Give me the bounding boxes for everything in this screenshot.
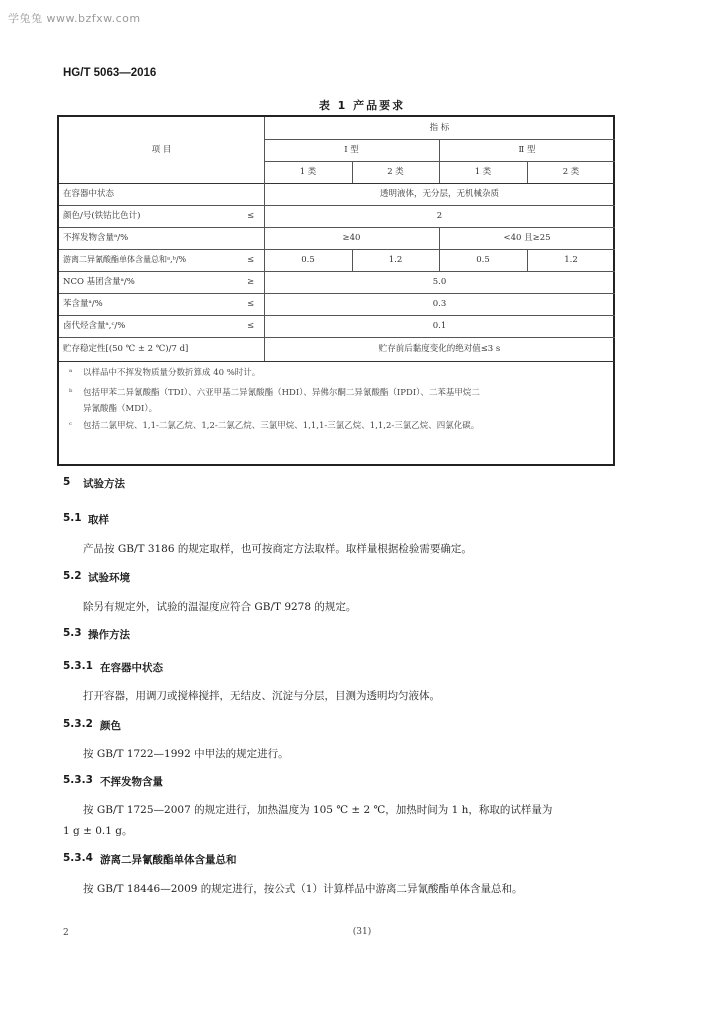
section-title: 在容器中状态 [100,662,163,674]
row-value: <40 且≥25 [503,233,551,243]
paragraph: 按 GB/T 1725—2007 的规定进行，加热温度为 105 ℃ ± 2 ℃，加热时间为 1 h，称取的试样量为 [83,804,553,816]
page-center-number: (31) [352,927,372,937]
note-text: 包括甲苯二异氰酸酯（TDI）、六亚甲基二异氰酸酯（HDI）、异佛尔酮二异氰酸酯（IPDI）、二苯基甲烷二 [83,388,480,398]
table-title: 表 1 产品要求 [318,99,406,112]
header-type-1: Ⅰ 型 [344,145,359,155]
note-mark: ᶜ [69,421,72,431]
row-comparator: ≤ [247,321,255,331]
row-item: 卤代烃含量ᵃ,ᶜ/% [63,321,126,331]
section-title: 操作方法 [88,629,130,641]
note-mark: ᵃ [69,368,73,378]
section-number: 5.3.1 [63,660,93,672]
section-number: 5.3.4 [63,852,93,864]
section-number: 5.3.3 [63,774,93,786]
note-text: 以样品中不挥发物质量分数折算成 40 %时计。 [83,368,261,378]
section-number: 5.3.2 [63,718,93,730]
row-value: 0.5 [301,255,315,265]
header-type-2: Ⅱ 型 [518,145,536,155]
header-class: 1 类 [474,167,492,177]
section-title: 取样 [88,514,109,526]
row-value: 透明液体，无分层，无机械杂质 [379,189,499,199]
row-value: 贮存前后黏度变化的绝对值≤3 s [378,344,501,354]
header-class: 2 类 [387,167,404,177]
row-item: 在容器中状态 [63,189,115,199]
row-value: 0.5 [476,255,490,265]
paragraph: 按 GB/T 18446—2009 的规定进行，按公式（1）计算样品中游离二异氰酸酯单体含量总和。 [83,883,523,895]
section-number: 5 [63,476,71,488]
watermark: 学兔兔 www.bzfxw.com [8,12,141,25]
row-value: 0.3 [432,299,447,309]
row-value: 5.0 [432,277,447,287]
note-mark: ᵇ [69,388,73,398]
header-class: 1 类 [299,167,317,177]
row-value: 0.1 [432,321,447,331]
header-class: 2 类 [562,167,580,177]
row-item: NCO 基团含量ᵃ/% [63,277,135,287]
paragraph-continued: 1 g ± 0.1 g。 [63,825,133,837]
row-item: 贮存稳定性[(50 ℃ ± 2 ℃)/7 d] [63,344,189,354]
paragraph: 除另有规定外，试验的温湿度应符合 GB/T 9278 的规定。 [83,601,357,613]
section-number: 5.3 [63,627,82,639]
row-value: ≥40 [342,233,361,243]
note-text: 包括二氯甲烷、1,1-二氯乙烷、1,2-二氯乙烷、三氯甲烷、1,1,1-三氯乙烷、1,1,2-三氯乙烷、四氯化碳。 [83,421,480,431]
standard-code: HG/T 5063—2016 [63,67,157,79]
row-item: 游离二异氰酸酯单体含量总和ᵃ,ᵇ/% [63,255,187,264]
section-title: 游离二异氰酸酯单体含量总和 [100,854,237,866]
header-indicator: 指 标 [429,123,450,133]
requirements-table [57,115,615,466]
row-comparator: ≥ [247,277,255,287]
page-number: 2 [63,928,69,938]
row-value: 2 [436,211,443,221]
row-item: 苯含量ᵃ/% [63,299,103,309]
section-number: 5.2 [63,570,82,582]
section-title: 试验方法 [83,478,125,490]
section-title: 试验环境 [88,572,130,584]
section-number: 5.1 [63,512,82,524]
row-comparator: ≤ [247,211,255,221]
row-comparator: ≤ [247,299,255,309]
row-value: 1.2 [564,255,578,265]
paragraph: 产品按 GB/T 3186 的规定取样，也可按商定方法取样。取样量根据检验需要确定。 [83,543,472,555]
row-item: 颜色/号(铁钴比色计) [63,211,141,221]
note-text: 异氰酸酯（MDI）。 [83,404,158,414]
paragraph: 打开容器，用调刀或搅棒搅拌，无结皮、沉淀与分层，目测为透明均匀液体。 [83,690,440,702]
header-item: 项 目 [151,145,172,155]
section-title: 不挥发物含量 [100,776,163,788]
row-comparator: ≤ [247,255,255,265]
section-title: 颜色 [100,720,121,732]
row-value: 1.2 [388,255,403,265]
paragraph: 按 GB/T 1722—1992 中甲法的规定进行。 [83,748,289,760]
row-item: 不挥发物含量ᵃ/% [63,233,129,243]
